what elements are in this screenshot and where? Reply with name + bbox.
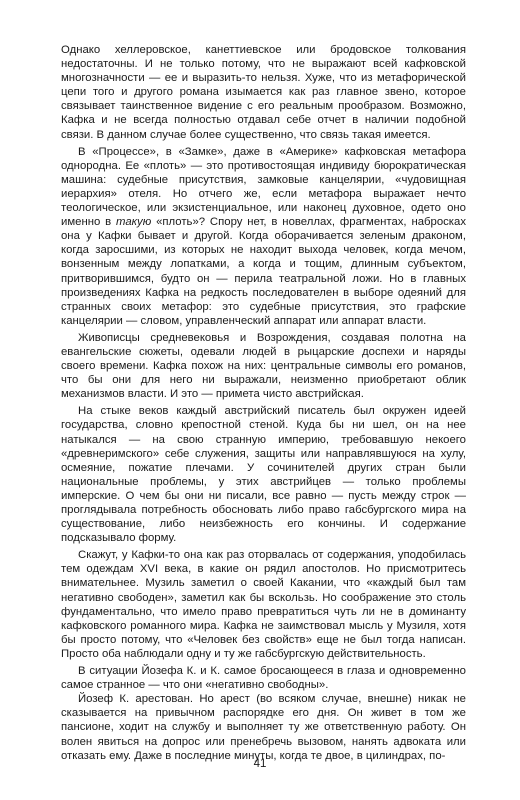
paragraph: [61, 692, 466, 762]
page-number: 41: [253, 758, 267, 770]
body-text: [61, 43, 466, 763]
paragraph-text: В ситуации Йозефа К. и К. самое бросающееся в глаза и одновременно самое странное — что они «негативно свободны».: [61, 665, 466, 692]
paragraph-text: Скажут, у Кафки-то она как раз оторвалась от содержания, уподобилась тем одеждам XVI века, в какие он рядил апостолов. Но присмотритесь внимательнее. Музиль заметил о своей Какании, что «каждый был там негативно свободен», заметил как бы вскользь. Но соображение это столь фундаментально, что имело право превратиться чуть ли не в доминанту кафковского романного мира. Кафка не заимствовал мысль у Музиля, хотя бы просто потому, что «Человек без свойств» еще не был тогда написан. Просто оба наблюдали одну и ту же габсбургскую действительность.: [61, 549, 466, 660]
paragraph: [61, 331, 466, 401]
paragraph-text: «плоть»? Спору нет, в новеллах, фрагментах, набросках она у Кафки бывает и другой. Когда оборачивается зеленым драконом, когда заросшими, из которых не находит выхода человек, когда мечом, вонзенным между лопатками, а когда и тощим, длинным субъектом, притворившимся, будто он — перила театральной ложи. Но в главных произведениях Кафка на редкость последователен в выборе одеяний для странных своих метафор: это судебные присутствия, это графские канцелярии — словом, управленческий аппарат или аппарат власти.: [61, 216, 466, 327]
paragraph: [61, 145, 466, 328]
paragraph: [61, 548, 466, 661]
paragraph-text: На стыке веков каждый австрийский писатель был окружен идеей государства, словно крепостной стеной. Куда бы ни шел, он на нее натыкался — на свою странную империю, требовавшую некоего «древнеримского» себе служения, защиты или направлявшуюся на хулу, осмеяние, пожатие плечами. У сочинителей других стран были национальные проблемы, у этих австрийцев — только проблемы имперские. О чем бы они ни писали, все равно — пусть между строк — проглядывала потребность обосновать либо право габсбургского мира на существование, либо неизбежность его кончины. И содержание подсказывало форму.: [61, 405, 466, 545]
paragraph: [61, 664, 466, 692]
paragraph-text: В «Процессе», в «Замке», даже в «Америке» кафковская метафора однородна. Ее «плоть» — это противостоящая индивиду бюрократическая машина: судебные присутствия, замковые канцелярии, «чудовищная иерархия» отеля. Но отчего же, если метафора выражает нечто теологическое, или экзистенциальное, или наконец духовное, одето оно именно в: [61, 145, 466, 229]
paragraph-text: Йозеф К. арестован. Но арест (во всяком случае, внешне) никак не сказывается на привычном распорядке его дня. Он живет в том же пансионе, ходит на службу и выполняет ту же ответственную работу. Он волен явиться на допрос или пренебречь вызовом, нанять адвоката или отказать ему. Даже в последние минуты, когда те двое, в цилиндрах, по-: [61, 693, 466, 762]
paragraph-text: Однако хеллеровское, канеттиевское или бродовское толкования недостаточны. И не только потому, что не выражают всей кафковской многозначности — ее и выразить-то нельзя. Хуже, что из метафорической цепи того и другого романа изымается как раз главное звено, которое связывает таинственное видение с его реальным прообразом. Возможно, Кафка и не всегда полностью отдавал себе отчет в наличии подобной связи. В данном случае более существенно, что связь такая имеется.: [61, 44, 466, 141]
paragraph: [61, 43, 466, 142]
paragraph-text: Живописцы средневековья и Возрождения, создавая полотна на евангельские сюжеты, одевали людей в рыцарские доспехи и наряды своего времени. Кафка похож на них: центральные символы его романов, что бы они для него ни выражали, неизменно приобретают облик механизмов власти. И это — примета чисто австрийская.: [61, 331, 466, 401]
paragraph: [61, 404, 466, 545]
emphasis-text: такую: [116, 216, 152, 229]
